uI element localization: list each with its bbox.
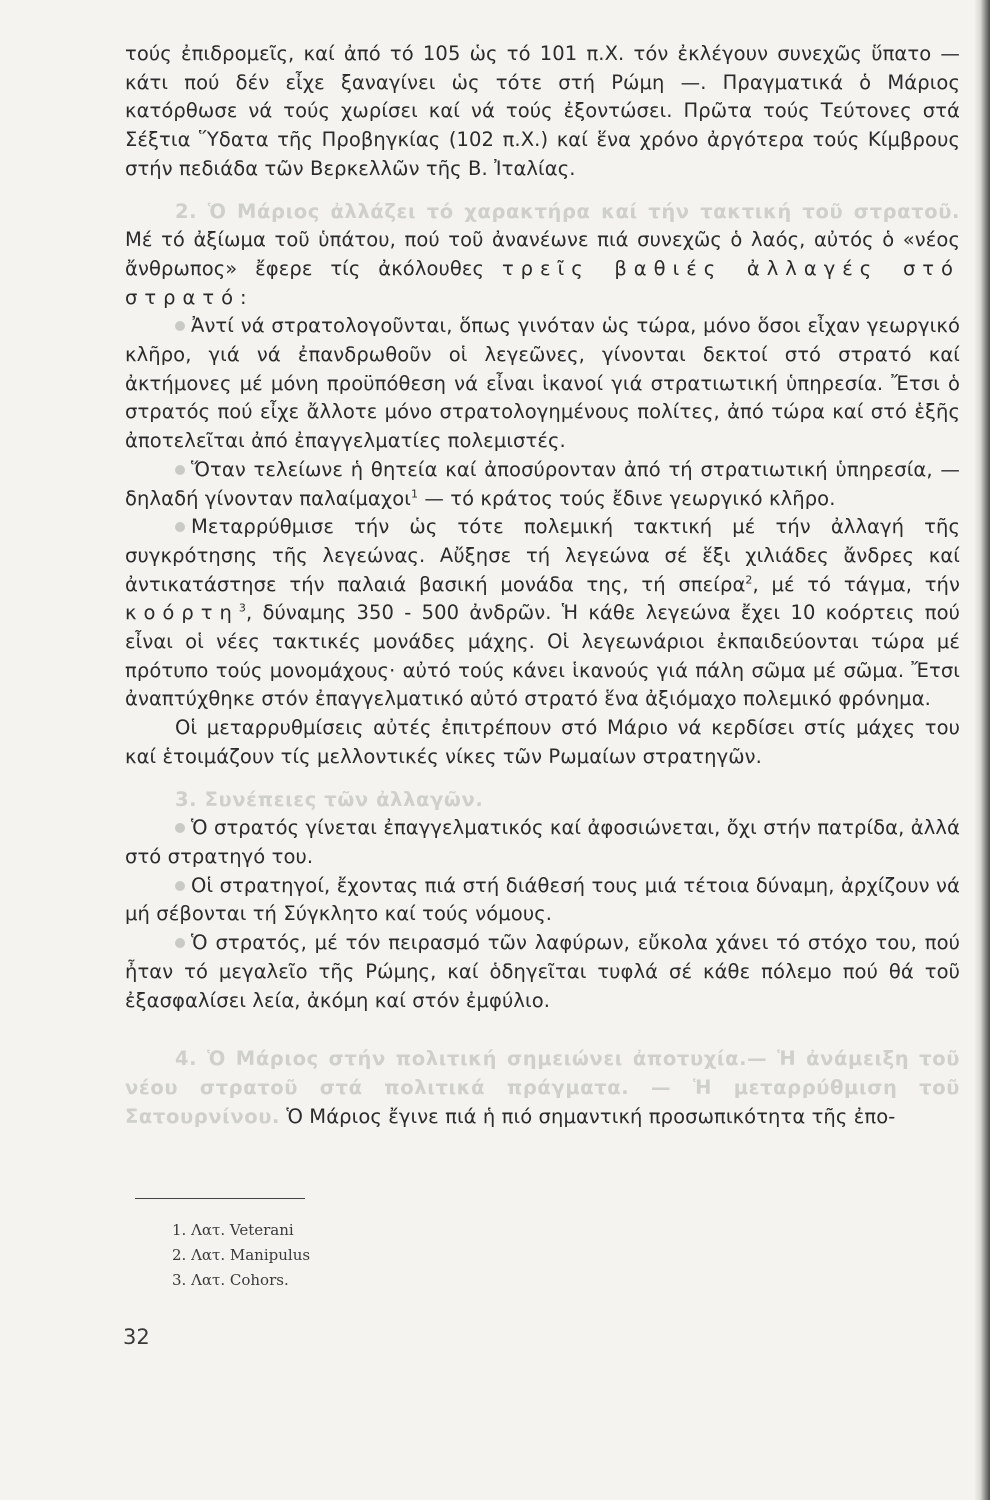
section-2-paragraph: [125, 198, 960, 313]
section-3-heading: 3. Συνέπειες τῶν ἀλλαγῶν.: [175, 787, 484, 811]
bullet-icon: [175, 465, 185, 475]
page-number: 32: [123, 1325, 150, 1349]
section-4-paragraph: [125, 1045, 960, 1131]
page-edge-shadow: [974, 0, 990, 1500]
footnote-ref-1: 1: [410, 487, 419, 501]
bullet-icon: [175, 938, 185, 948]
page-body: [125, 40, 960, 1131]
section-3-bullet-2: Οἱ στρατηγοί, ἔχοντας πιά στή διάθεσή τους μιά τέτοια δύναμη, ἀρχίζουν νά μή σέβονται τή Σύγκλητο καί τούς νόμους.: [125, 873, 960, 926]
section-2-heading: 2. Ὁ Μάριος ἀλλάζει τό χαρακτήρα καί τήν τακτική τοῦ στρατοῦ.: [175, 199, 960, 223]
section-4-heading: 4. Ὁ Μάριος στήν πολιτική σημειώνει ἀποτυχία.— Ἡ ἀνάμειξη τοῦ νέου στρατοῦ στά πολιτικά πράγματα. — Ἡ μεταρρύθμιση τοῦ Σατουρνίνου.: [125, 1047, 960, 1128]
section-2-bullet-2: Ὅταν τελείωνε ἡ θητεία καί ἀποσύρονταν ἀπό τή στρατιωτική ὑπηρεσία, — δηλαδή γίνονταν παλαίμαχοι$^1$ — τό κράτος τούς ἔδινε γεωργικό κλῆρο.: [125, 457, 960, 510]
intro-paragraph: τούς ἐπιδρομεῖς, καί ἀπό τό 105 ὡς τό 101 π.Χ. τόν ἐκλέγουν συνεχῶς ὕπατο — κάτι πού δέν εἶχε ξαναγίνει ὡς τότε στή Ρώμη —. Πραγματικά ὁ Μάριος κατόρθωσε νά τούς χωρίσει καί νά τούς ἐξοντώσει. Πρῶτα τούς Τεύτονες στά Σέξτια Ὕδατα τῆς Προβηγκίας (102 π.Χ.) καί ἕνα χρόνο ἀργότερα τούς Κίμβρους στήν πεδιάδα τῶν Βερκελλῶν τῆς Β. Ἰταλίας.: [125, 42, 960, 180]
section-3-bullet-1: Ὁ στρατός γίνεται ἐπαγγελματικός καί ἀφοσιώνεται, ὄχι στήν πατρίδα, ἀλλά στό στρατηγό του.: [125, 816, 960, 868]
section-2-lead: Μέ τό ἀξίωμα τοῦ ὑπάτου, πού τοῦ ἀνανέωνε πιά συνεχῶς ὁ λαός, αὐτός ὁ «νέος ἄνθρωπος» ἔφερε τίς ἀκόλουθες: [125, 228, 960, 280]
footnote-ref-2: 2: [745, 573, 753, 587]
footnotes: [172, 1218, 310, 1293]
section-3-bullet-3: Ὁ στρατός, μέ τόν πειρασμό τῶν λαφύρων, εὔκολα χάνει τό στόχο του, πού ἦταν τό μεγαλεῖο τῆς Ρώμης, καί ὁδηγεῖται τυφλά σέ κάθε πόλεμο πού θά τοῦ ἐξασφαλίσει λεία, ἀκόμη καί στόν ἐμφύλιο.: [125, 931, 960, 1012]
footnote-divider: [135, 1198, 305, 1199]
footnote-1: 1. Λατ. Veterani: [172, 1221, 294, 1239]
section-2-closing: Οἱ μεταρρυθμίσεις αὐτές ἐπιτρέπουν στό Μάριο νά κερδίσει στίς μάχες του καί ἑτοιμάζουν τίς μελλοντικές νίκες τῶν Ρωμαίων στρατηγῶν.: [125, 716, 960, 768]
footnote-3: 3. Λατ. Cohors.: [172, 1271, 289, 1289]
section-4-text: Ὁ Μάριος ἔγινε πιά ἡ πιό σημαντική προσωπικότητα τῆς ἐπο-: [286, 1104, 896, 1128]
bullet-icon: [175, 823, 185, 833]
section-2-bullet-3: Μεταρρύθμισε τήν ὡς τότε πολεμική τακτική μέ τήν ἀλλαγή τῆς συγκρότησης τῆς λεγεώνας. Αὔξησε τή λεγεώνα σέ ἕξι χιλιάδες ἄνδρες καί ἀντικατάστησε τήν παλαιά βασική μονάδα της, τή σπείρα$^2$, μέ τό τάγμα, τήν κοόρτη$^3$, δύναμης 350 - 500 ἀνδρῶν. Ἡ κάθε λεγεώνα ἔχει 10 κοόρτεις πού εἶναι οἱ νέες τακτικές μονάδες μάχης. Οἱ λεγεωνάριοι ἐκπαιδεύονται τώρα μέ πρότυπο τούς μονομάχους· αὐτό τούς κάνει ἱκανούς γιά πάλη σῶμα μέ σῶμα. Ἔτσι ἀναπτύχθηκε στόν ἐπαγγελματικό αὐτό στρατό ἕνα ἀξιόμαχο πολεμικό φρόνημα.: [125, 515, 960, 711]
bullet-icon: [175, 321, 185, 331]
bullet-icon: [175, 881, 185, 891]
footnote-ref-3: 3: [238, 601, 246, 615]
cohort-term: κοόρτη: [125, 601, 239, 625]
section-3-heading-line: [125, 786, 960, 815]
section-2-bullet-1: Ἀντί νά στρατολογοῦνται, ὅπως γινόταν ὡς τώρα, μόνο ὅσοι εἶχαν γεωργικό κλῆρο, γιά νά ἐπανδρωθοῦν οἱ λεγεῶνες, γίνονται δεκτοί στό στρατό καί ἀκτήμονες μέ μόνη προϋπόθεση νά εἶναι ἱκανοί γιά στρατιωτική ὑπηρεσία. Ἔτσι ὁ στρατός πού εἶχε ἄλλοτε μόνο στρατολογημένους πολίτες, ἀπό τώρα καί στό ἑξῆς ἀποτελεῖται ἀπό ἐπαγγελματίες πολεμιστές.: [125, 314, 960, 453]
section-2-lead-spaced: τρεῖς βαθιές ἀλλαγές στό στρατό:: [125, 256, 960, 309]
bullet-icon: [175, 522, 185, 532]
footnote-2: 2. Λατ. Manipulus: [172, 1246, 311, 1264]
